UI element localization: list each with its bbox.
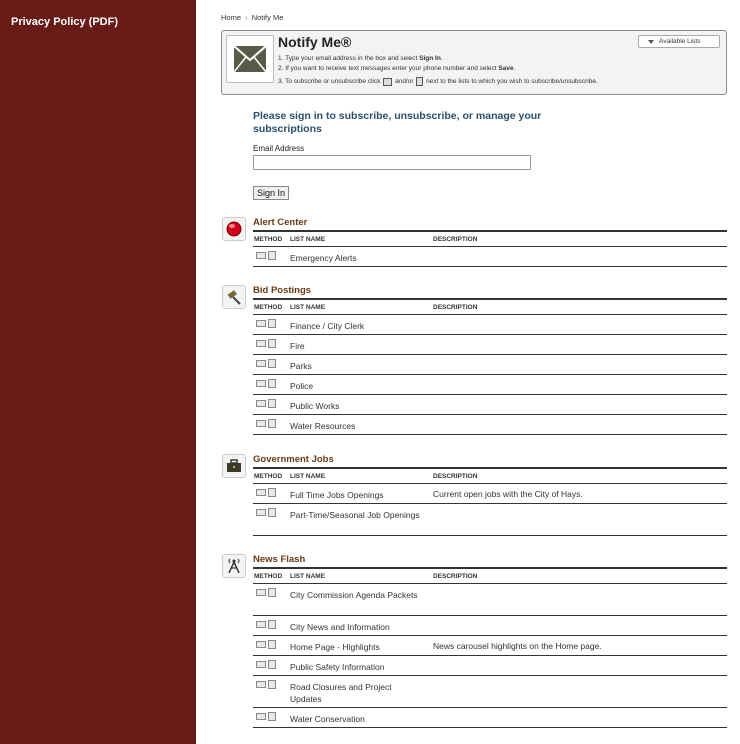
table-row (253, 315, 727, 335)
email-icon (383, 78, 392, 86)
description-header: DESCRIPTION (433, 304, 478, 311)
alert-icon (222, 217, 246, 241)
table-row (253, 415, 727, 435)
table-row (253, 636, 727, 656)
list-name: Police (290, 381, 314, 391)
sms-subscribe-icon[interactable] (268, 379, 276, 388)
list-name-header: LIST NAME (290, 573, 326, 580)
list-name: Public Works (290, 401, 340, 411)
email-subscribe-icon[interactable] (256, 661, 266, 668)
method-icons (256, 681, 276, 691)
instruction-3: 3. To subscribe or unsubscribe click and/or next to the lists to which you wish to subscribe/unsubscribe. (278, 78, 598, 86)
list-table (253, 230, 727, 267)
phone-icon (416, 77, 423, 86)
list-name: Home Page - Highlights (290, 642, 380, 652)
method-icons (256, 641, 276, 651)
email-subscribe-icon[interactable] (256, 400, 266, 407)
section-title: News Flash (253, 554, 306, 565)
list-description: News carousel highlights on the Home page. (433, 641, 602, 651)
email-subscribe-icon[interactable] (256, 360, 266, 367)
list-name: Finance / City Clerk (290, 321, 365, 331)
method-header: METHOD (254, 573, 283, 580)
broadcast-icon (222, 554, 246, 578)
table-row (253, 247, 727, 267)
method-icons (256, 320, 276, 330)
sms-subscribe-icon[interactable] (268, 620, 276, 629)
table-header (253, 469, 727, 484)
sms-subscribe-icon[interactable] (268, 588, 276, 597)
breadcrumb-separator: › (245, 13, 248, 22)
table-row (253, 375, 727, 395)
briefcase-icon (222, 454, 246, 478)
available-lists-label: Available Lists (659, 38, 701, 45)
table-header (253, 569, 727, 584)
email-subscribe-icon[interactable] (256, 509, 266, 516)
section-title: Alert Center (253, 217, 308, 228)
list-name: Parks (290, 361, 312, 371)
list-name: Road Closures and Project Updates (290, 682, 392, 704)
notify-info-box (221, 30, 727, 95)
email-field[interactable] (253, 155, 531, 170)
table-header (253, 300, 727, 315)
method-icons (256, 489, 276, 499)
sms-subscribe-icon[interactable] (268, 251, 276, 260)
list-table (253, 567, 727, 728)
list-description: Current open jobs with the City of Hays. (433, 489, 583, 499)
sms-subscribe-icon[interactable] (268, 488, 276, 497)
section-title: Bid Postings (253, 285, 312, 296)
email-subscribe-icon[interactable] (256, 320, 266, 327)
table-row (253, 676, 727, 708)
method-header: METHOD (254, 304, 283, 311)
sms-subscribe-icon[interactable] (268, 359, 276, 368)
method-icons (256, 713, 276, 723)
sms-subscribe-icon[interactable] (268, 319, 276, 328)
list-name: Fire (290, 341, 305, 351)
email-subscribe-icon[interactable] (256, 681, 266, 688)
privacy-policy-link[interactable]: Privacy Policy (PDF) (11, 16, 118, 28)
description-header: DESCRIPTION (433, 573, 478, 580)
sms-subscribe-icon[interactable] (268, 339, 276, 348)
list-name: Emergency Alerts (290, 253, 357, 263)
instruction-2: 2. If you want to receive text messages enter your phone number and select Save. (278, 65, 516, 72)
instruction-1: 1. Type your email address in the box and select Sign In. (278, 55, 443, 62)
sms-subscribe-icon[interactable] (268, 419, 276, 428)
sms-subscribe-icon[interactable] (268, 399, 276, 408)
list-name: City Commission Agenda Packets (290, 590, 418, 600)
email-subscribe-icon[interactable] (256, 420, 266, 427)
sms-subscribe-icon[interactable] (268, 712, 276, 721)
method-icons (256, 340, 276, 350)
method-icons (256, 420, 276, 430)
list-name: Part-Time/Seasonal Job Openings (290, 510, 420, 520)
list-name: Water Resources (290, 421, 356, 431)
table-row (253, 355, 727, 375)
email-subscribe-icon[interactable] (256, 641, 266, 648)
table-row (253, 584, 727, 616)
list-name: Public Safety Information (290, 662, 385, 672)
notify-title: Notify Me® (278, 34, 352, 50)
description-header: DESCRIPTION (433, 236, 478, 243)
gavel-icon (222, 285, 246, 309)
email-subscribe-icon[interactable] (256, 489, 266, 496)
list-name: Water Conservation (290, 714, 365, 724)
table-row (253, 616, 727, 636)
list-table (253, 467, 727, 536)
list-name-header: LIST NAME (290, 236, 326, 243)
email-subscribe-icon[interactable] (256, 589, 266, 596)
method-icons (256, 380, 276, 390)
breadcrumb-home[interactable]: Home (221, 13, 242, 22)
email-subscribe-icon[interactable] (256, 621, 266, 628)
section-title: Government Jobs (253, 454, 334, 465)
sidebar (0, 0, 196, 744)
method-icons (256, 509, 276, 519)
table-row (253, 504, 727, 536)
list-name: City News and Information (290, 622, 390, 632)
email-subscribe-icon[interactable] (256, 713, 266, 720)
table-row (253, 656, 727, 676)
email-label: Email Address (253, 144, 305, 153)
breadcrumb-current: Notify Me (251, 13, 284, 22)
table-row (253, 708, 727, 728)
method-icons (256, 621, 276, 631)
list-name-header: LIST NAME (290, 473, 326, 480)
sign-in-button[interactable]: Sign In (253, 186, 289, 200)
description-header: DESCRIPTION (433, 473, 478, 480)
table-header (253, 232, 727, 247)
method-header: METHOD (254, 473, 283, 480)
sms-subscribe-icon[interactable] (268, 660, 276, 669)
sms-subscribe-icon[interactable] (268, 640, 276, 649)
method-icons (256, 589, 276, 599)
available-lists-button[interactable] (638, 35, 720, 48)
method-header: METHOD (254, 236, 283, 243)
table-row (253, 395, 727, 415)
email-subscribe-icon[interactable] (256, 252, 266, 259)
email-subscribe-icon[interactable] (256, 380, 266, 387)
method-icons (256, 661, 276, 671)
list-name-header: LIST NAME (290, 304, 326, 311)
envelope-icon (226, 35, 274, 83)
list-name: Full Time Jobs Openings (290, 490, 384, 500)
chevron-down-icon (648, 40, 654, 44)
sms-subscribe-icon[interactable] (268, 508, 276, 517)
sms-subscribe-icon[interactable] (268, 680, 276, 689)
signin-heading: Please sign in to subscribe, unsubscribe, or manage your subscriptions (253, 110, 542, 135)
list-table (253, 298, 727, 435)
method-icons (256, 360, 276, 370)
method-icons (256, 252, 276, 262)
table-row (253, 335, 727, 355)
email-subscribe-icon[interactable] (256, 340, 266, 347)
method-icons (256, 400, 276, 410)
table-row (253, 484, 727, 504)
breadcrumb (221, 13, 283, 22)
